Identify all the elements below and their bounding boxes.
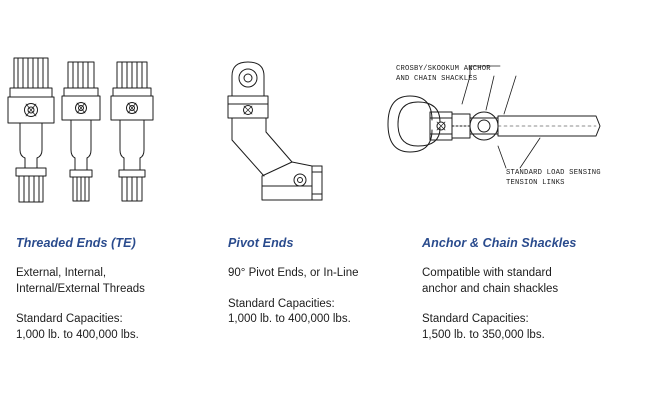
capacity-value: 1,500 lb. to 350,000 lbs.: [422, 328, 545, 341]
capacity-label: Standard Capacities:: [16, 313, 123, 325]
capacity-value: 1,000 lb. to 400,000 lbs.: [16, 328, 139, 341]
description-line: 90° Pivot Ends, or In-Line: [228, 267, 359, 279]
column-threaded-ends: [16, 236, 206, 343]
column-pivot-ends: [228, 236, 403, 328]
column-title-anchor-chain-shackles: Anchor & Chain Shackles: [422, 236, 577, 250]
column-body-anchor-chain-shackles: [422, 266, 632, 343]
capacity-value: 1,000 lb. to 400,000 lbs.: [228, 313, 351, 325]
column-description-anchor-chain-shackles: [422, 266, 632, 297]
threaded-ends-drawing: [8, 58, 153, 202]
callout-top-line2: AND CHAIN SHACKLES: [396, 75, 478, 83]
column-description-threaded-ends: [16, 266, 206, 297]
capacity-label: Standard Capacities:: [228, 297, 335, 310]
capacity-label: Standard Capacities:: [422, 313, 529, 325]
description-columns: [0, 236, 650, 396]
column-body-pivot-ends: [228, 266, 403, 328]
column-description-pivot-ends: [228, 266, 403, 282]
column-body-threaded-ends: [16, 266, 206, 343]
column-anchor-chain-shackles: [422, 236, 632, 343]
column-title-pivot-ends: Pivot Ends: [228, 236, 294, 250]
description-line: Compatible with standard: [422, 267, 552, 279]
pivot-ends-drawing: [228, 62, 322, 200]
column-title-threaded-ends: Threaded Ends (TE): [16, 236, 136, 250]
column-capacity-anchor-chain-shackles: [422, 312, 632, 343]
callout-top-line1: CROSBY/SKOOKUM ANCHOR: [396, 65, 491, 73]
description-line: External, Internal,: [16, 267, 107, 279]
description-line: Internal/External Threads: [16, 282, 145, 295]
column-capacity-threaded-ends: [16, 312, 206, 343]
callout-bottom-line2: TENSION LINKS: [506, 179, 565, 187]
callout-bottom-line1: STANDARD LOAD SENSING: [506, 169, 601, 177]
description-line: anchor and chain shackles: [422, 282, 559, 295]
column-capacity-pivot-ends: [228, 297, 403, 328]
